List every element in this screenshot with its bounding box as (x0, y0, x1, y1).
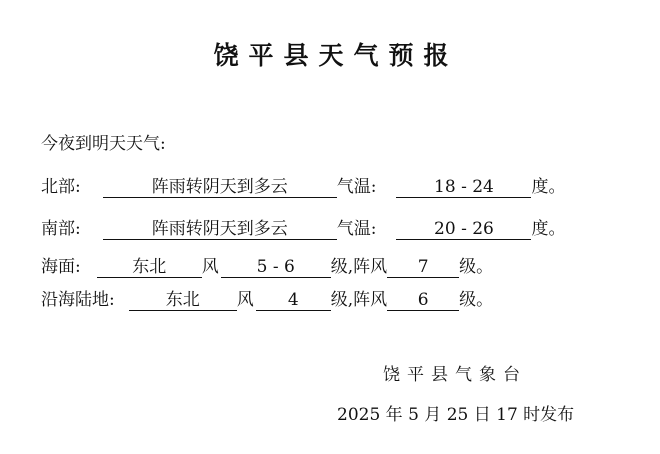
south-temp-range: 20 - 26 (396, 219, 531, 240)
sea-line (41, 256, 493, 278)
coast-wind-direction: 东北 (129, 290, 237, 311)
sea-gust-level: 7 (387, 257, 459, 278)
coast-wind-level: 4 (256, 290, 331, 311)
intro-line: 今夜到明天天气: (41, 134, 166, 154)
south-weather: 阵雨转阴天到多云 (103, 219, 337, 240)
coast-gust-word: 阵风 (353, 290, 388, 310)
north-line (41, 176, 565, 198)
sea-wind-level: 5 - 6 (221, 257, 331, 278)
south-line (41, 218, 565, 240)
issuing-agency: 饶平县气象台 (383, 365, 527, 385)
south-temp-label: 气温: (336, 219, 377, 239)
north-weather: 阵雨转阴天到多云 (103, 177, 337, 198)
sea-gust-word: 阵风 (353, 257, 388, 277)
south-temp-unit: 度。 (531, 219, 566, 239)
coast-line (41, 289, 493, 311)
coast-label: 沿海陆地: (41, 290, 115, 310)
north-temp-label: 气温: (336, 177, 377, 197)
north-label: 北部: (41, 177, 81, 197)
north-temp-unit: 度。 (531, 177, 566, 197)
coast-level-word: 级, (330, 290, 354, 310)
coast-gust-suffix: 级。 (459, 290, 494, 310)
sea-level-word: 级, (330, 257, 354, 277)
issue-date: 2025 年 5 月 25 日 17 时发布 (337, 405, 575, 425)
sea-wind-word: 风 (201, 257, 219, 277)
sea-wind-direction: 东北 (97, 257, 202, 278)
south-label: 南部: (41, 219, 81, 239)
sea-gust-suffix: 级。 (459, 257, 494, 277)
document-title: 饶平县天气预报 (213, 41, 459, 70)
north-temp-range: 18 - 24 (396, 177, 531, 198)
coast-gust-level: 6 (387, 290, 459, 311)
coast-wind-word: 风 (236, 290, 254, 310)
sea-label: 海面: (41, 257, 81, 277)
